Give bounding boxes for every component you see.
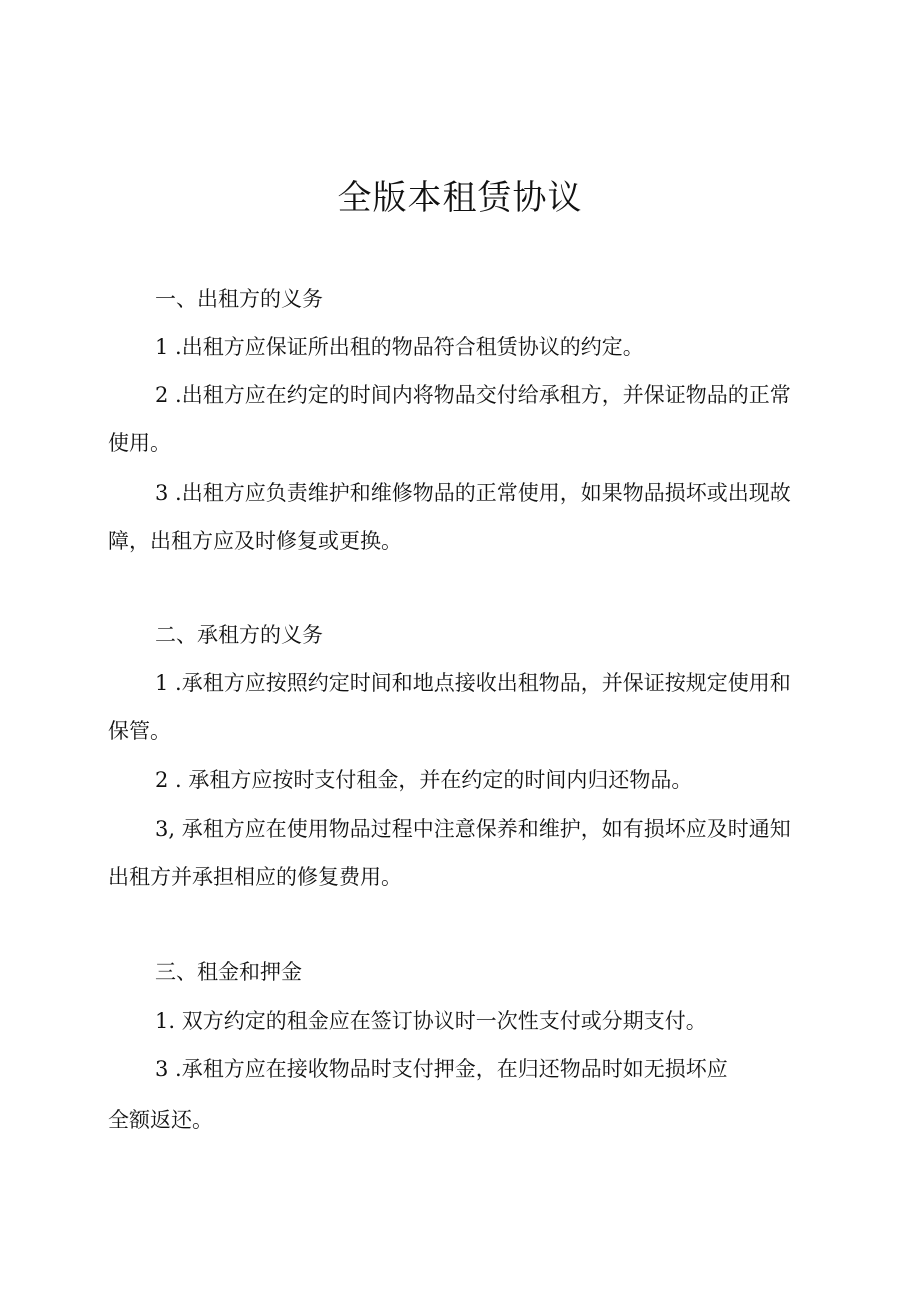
clause-1-3-line-1: 3 .出租方应负责维护和维修物品的正常使用，如果物品损坏或出现故 bbox=[155, 481, 791, 505]
clause-1-1-line-1: 1 .出租方应保证所出租的物品符合租赁协议的约定。 bbox=[155, 335, 644, 359]
clause-3-3-line-2: 全额返还。 bbox=[108, 1108, 213, 1132]
clause-2-3-line-1: 3, 承租方应在使用物品过程中注意保养和维护，如有损坏应及时通知 bbox=[155, 817, 791, 841]
clause-3-3-line-1: 3 .承租方应在接收物品时支付押金，在归还物品时如无损坏应 bbox=[155, 1057, 728, 1081]
document-title: 全版本租赁协议 bbox=[337, 178, 583, 218]
clause-1-2-line-2: 使用。 bbox=[108, 431, 171, 455]
clause-2-1-line-1: 1 .承租方应按照约定时间和地点接收出租物品，并保证按规定使用和 bbox=[155, 671, 791, 695]
section-heading-3: 三、租金和押金 bbox=[155, 960, 302, 984]
clause-2-3-line-2: 出租方并承担相应的修复费用。 bbox=[108, 865, 402, 889]
clause-1-3-line-2: 障，出租方应及时修复或更换。 bbox=[108, 529, 402, 553]
section-heading-1: 一、出租方的义务 bbox=[155, 287, 323, 311]
clause-2-2-line-1: 2 . 承租方应按时支付租金，并在约定的时间内归还物品。 bbox=[155, 768, 693, 792]
clause-2-1-line-2: 保管。 bbox=[108, 719, 171, 743]
section-heading-2: 二、承租方的义务 bbox=[155, 623, 323, 647]
clause-1-2-line-1: 2 .出租方应在约定的时间内将物品交付给承租方，并保证物品的正常 bbox=[155, 383, 791, 407]
clause-3-1-line-1: 1. 双方约定的租金应在签订协议时一次性支付或分期支付。 bbox=[155, 1009, 707, 1033]
